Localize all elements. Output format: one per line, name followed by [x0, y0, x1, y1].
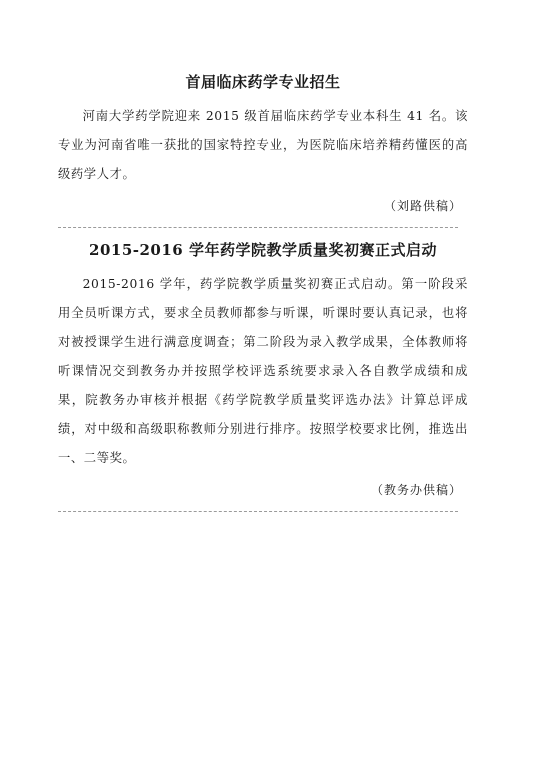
- article-body: 2015-2016 学年，药学院教学质量奖初赛正式启动。第一阶段采用全员听课方式，要求全员教师都参与听课，听课时要认真记录，也将对被授课学生进行满意度调查；第二阶段为录入教学成果，全体教师将听课情况交到教务办并按照学校评选系统要求录入各自教学成绩和成果，院教务办审核并根据《药学院教学质量奖评选办法》计算总评成绩，对中级和高级职称教师分别进行排序。按照学校要求比例，推选出一、二等奖。: [58, 277, 468, 465]
- section-divider: [58, 511, 458, 512]
- article-byline: （教务办供稿）: [370, 483, 462, 497]
- article-body: 河南大学药学院迎来 2015 级首届临床药学专业本科生 41 名。该专业为河南省唯一获批的国家特控专业，为医院临床培养精药懂医的高级药学人才。: [58, 109, 468, 181]
- article-byline: （刘路供稿）: [383, 199, 462, 213]
- article-title: 首届临床药学专业招生: [185, 73, 341, 91]
- article-clinical-pharmacy: [58, 70, 468, 217]
- article-title: 2015-2016 学年药学院教学质量奖初赛正式启动: [89, 241, 437, 259]
- article-teaching-award: [58, 238, 468, 501]
- section-divider: [58, 227, 458, 228]
